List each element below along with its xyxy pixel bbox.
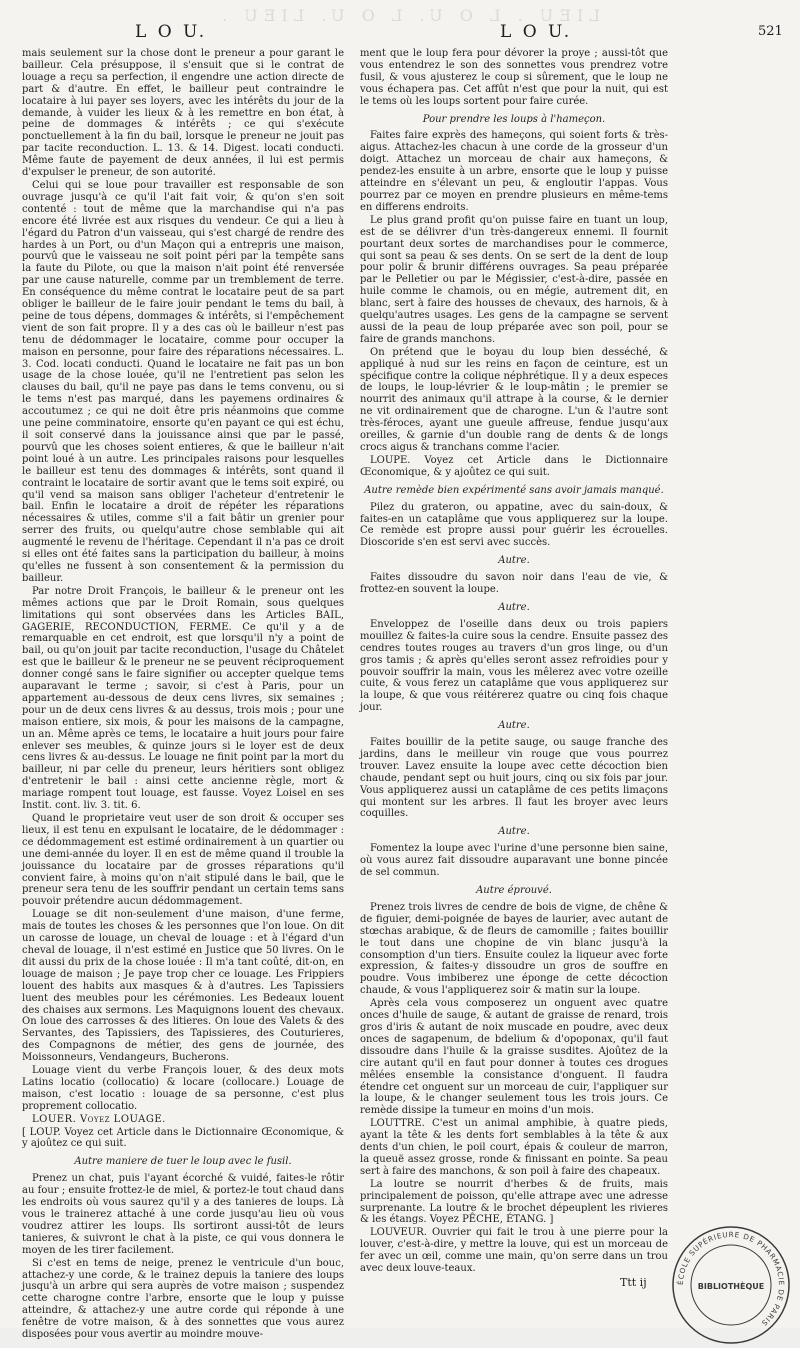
section-subheading: Autre éprouvé. xyxy=(476,885,552,896)
running-head-right: L O U. xyxy=(500,22,573,42)
stamp-ring-text: ÉCOLE SUPÉRIEURE DE PHARMACIE DE PARIS xyxy=(675,1229,787,1329)
paragraph: Faites dissoudre du savon noir dans l'eau de vie, & frottez-en souvent la loupe. xyxy=(360,572,668,596)
paragraph: Enveloppez de l'oseille dans deux ou trois papiers mouillez & faites-la cuire sous la cendre. Ensuite passez des cendres toutes rouges au travers d'un gros linge, ou d'un gros tamis ; & après qu'elles seront assez refroidies pour y pouvoir souffrir la main, vous les mêlerez avec votre ozeille cuite, & vous ferez un cataplâme que vous appliquerez sur la loupe, & que vous réitérerez quatre ou cinq fois chaque jour. xyxy=(360,618,668,714)
entry-paragraph: LOUVEUR. Ouvrier qui fait le trou à une pierre pour la louver, c'est-à-dire, y mettre la louve, qui est un morceau de fer avec un œil, comme une main, qu'on serre dans un trou avec deux louve-teaux. xyxy=(360,1227,668,1275)
signature-mark: Ttt ij xyxy=(620,1276,647,1289)
section-subheading: Autre remède bien expérimenté sans avoir jamais manqué. xyxy=(364,484,664,496)
bleed-through-text: LIEU . L O U. L O U. LIEU . xyxy=(216,6,600,25)
paragraph: Prenez un chat, puis l'ayant écorché & vuidé, faites-le rôtir au four ; ensuite frottez-le de miel, & portez-le tout chaud dans les endroits où vous saurez qu'il y a des tanieres de loups. Là vous le trainerez attaché à une corde jusqu'au lieu où vous voudrez attirer les loups. Ils sortiront aussi-tôt de leurs tanieres, & suivront le chat à la piste, ce qui vous donnera le moyen de les tirer facilement. xyxy=(22,1173,344,1256)
section-subheading: Autre maniere de tuer le loup avec le fusil. xyxy=(74,1156,292,1168)
paragraph: Le plus grand profit qu'on puisse faire en tuant un loup, est de se délivrer d'un très-dangereux ennemi. Il fournit pourtant deux sortes de marchandises pour le commerce, qui sont sa peau & ses dents. On se sert de la dent de loup pour polir & brunir différens ouvrages. Sa peau préparée par le Pelletier ou par le Mégissier, c'est-à-dire, passée en huile comme le chamois, ou en mégie, autrement dit, en blanc, sert à faire des housses de chevaux, des harnois, & à quelqu'autres usages. Les gens de la campagne se servent aussi de la peau de loup préparée avec son poil, pour se faire de grands manchons. xyxy=(360,214,668,345)
section-subheading: Autre. xyxy=(498,555,530,567)
section-subheading: Autre. xyxy=(498,826,530,838)
paragraph: La loutre se nourrit d'herbes & de fruits, mais principalement de poisson, qu'elle attrape avec une adresse surprenante. La loutre & le brochet dépeuplent les rivieres & les étangs. Voyez PÊCHE, ÉTANG. ] xyxy=(360,1178,668,1226)
right-column xyxy=(360,48,668,1276)
section-subheading: Autre. xyxy=(498,720,530,732)
page-number: 521 xyxy=(758,24,783,39)
paragraph: ment que le loup fera pour dévorer la proye ; aussi-tôt que vous entendrez le son des sonnettes vous prendrez votre fusil, & vous ajusterez le coup si sûrement, que le loup ne vous échapera pas. Cet affût n'est que pour la nuit, qui est le tems où les loups sortent pour faire curée. xyxy=(360,48,668,107)
paragraph: Faites faire exprès des hameçons, qui soient forts & très-aigus. Attachez-les chacun à une corde de la grosseur d'un doigt. Attachez un morceau de chair aux hameçons, & pendez-les ensuite à un arbre, ensorte que le loup y puisse atteindre en s'élevant un peu, & engloutir l'appas. Vous pourrez par ce moyen en prendre plusieurs en même-tems en differens endroits. xyxy=(360,130,668,213)
paragraph: mais seulement sur la chose dont le preneur a pour garant le bailleur. Cela présuppose, il s'ensuit que si le contrat de louage a reçu sa perfection, il engendre une action directe de part & d'autre. En effet, le bailleur peut contraindre le locataire à lui payer ses loyers, avec les intérêts du jour de la demande, à vuider les lieux & à les remettre en bon état, à peine de dommages & intérêts ; ce qui s'exécute ponctuellement à la fin du bail, lorsque le preneur ne jouit pas par tacite reconduction. L. 13. & 14. Digest. locati conducti. Même faute de payement de deux années, il lui est permis d'expulser le preneur, de son autorité. xyxy=(22,48,344,179)
entry-heading: LOUPE. Voyez cet Article dans le Dictionnaire Œconomique, & y ajoûtez ce qui suit. xyxy=(360,454,668,478)
left-column xyxy=(22,48,344,1342)
paragraph: Celui qui se loue pour travailler est responsable de son ouvrage jusqu'à ce qu'il l'ait fait voir, & qu'on s'en soit contenté : tout de même que la marchandise qui n'a pas encore été livrée est aux risques du vendeur. Ce qui a lieu à l'égard du Patron d'un vaisseau, qui s'est chargé de rendre des hardes à un Port, ou d'un Maçon qui a entrepris une maison, pourvû que le vaisseau ne soit point péri par la tempête sans la faute du Pilote, ou que la maison n'ait point été renversée par une cause naturelle, comme par un tremblement de terre. En conséquence du même contrat le locataire peut de sa part obliger le bailleur de le faire jouir pendant le tems du bail, à peine de tous dépens, dommages & intérêts, si l'empêchement vient de son fait propre. Il y a des cas où le bailleur n'est pas tenu de dédommager le locataire, comme pour occuper la maison en personne, pour faire des réparations nécessaires. L. 3. Cod. locati conducti. Quand le locataire ne fait pas un bon usage de la chose louée, qu'il ne l'entretient pas selon les clauses du bail, qu'il ne paye pas dans le tems convenu, ou si le tems n'est pas marqué, dans les payemens ordinaires & accoutumez ; ce qui ne doit être pris néanmoins que comme une peine comminatoire, ensorte qu'en payant ce qui est échu, il soit conservé dans la jouissance ainsi que par le passé, pourvû que les choses soient entieres, & que le bailleur n'ait point loué à un autre. Les principales raisons pour lesquelles le bailleur est tenu des dommages & intérêts, sont quand il contraint le locataire de sortir avant que le tems soit expiré, ou qu'il vend sa maison sans obliger l'acheteur d'entretenir le bail. Enfin le locataire a droit de répéter les réparations nécessaires & utiles, comme s'il a fait bâtir un grenier pour serrer des fruits, ou quelqu'autre chose semblable qui ait augmenté le revenu de l'héritage. Cependant il n'a pas ce droit si elles ont été faites sans la participation du bailleur, à moins qu'elles ne fussent à son consentement & la permission du bailleur. xyxy=(22,179,344,584)
paragraph: Prenez trois livres de cendre de bois de vigne, de chêne & de figuier, demi-poignée de bayes de laurier, avec autant de stœchas arabique, & de fleurs de camomille ; faites bouillir le tout dans une chopine de vin blanc jusqu'à la consomption d'un tiers. Ensuite coulez la liqueur avec forte expression, & faites-y dissoudre un gros de souffre en poudre. Vous imbiberez une éponge de cette décoction chaude, & vous l'appliquerez soir & matin sur la loupe. xyxy=(360,901,668,997)
paragraph: Louage vient du verbe François louer, & des deux mots Latins locatio (collocatio) & locare (collocare.) Louage de maison, c'est locatio : louage de sa personne, c'est plus proprement collocatio. xyxy=(22,1065,344,1112)
paragraph: Si c'est en tems de neige, prenez le ventricule d'un bouc, attachez-y une corde, & le trainez depuis la taniere des loups jusqu'à un arbre qui sera auprès de votre maison ; suspendez cette charogne contre l'arbre, ensorte que le loup y puisse atteindre, & attachez-y une autre corde qui réponde à une fenêtre de votre maison, & à des sonnettes que vous aurez disposées pour vous avertir au moindre mouve- xyxy=(22,1257,344,1341)
stamp-center-text: BIBLIOTHÈQUE xyxy=(697,1282,765,1291)
running-head-left: L O U. xyxy=(135,22,208,42)
entry-heading: LOUER. Voyez LOUAGE. xyxy=(32,1113,166,1125)
entry-heading: [ LOUP. Voyez cet Article dans le Dictionnaire Œconomique, & y ajoûtez ce qui suit. xyxy=(22,1126,344,1150)
library-stamp xyxy=(668,1222,794,1348)
paragraph: Louage se dit non-seulement d'une maison, d'une ferme, mais de toutes les choses & les personnes que l'on loue. On dit un carosse de louage, un cheval de louage : et à l'égard d'un cheval de louage, il n'est estimé en Justice que 50 livres. On le dit aussi du prix de la chose louée : Il m'a tant coûté, dit-on, en louage de maison ; Je paye trop cher ce louage. Les Frippiers louent des habits aux masques & à d'autres. Les Tapissiers luent des meubles pour les cérémonies. Les Bedeaux louent des chaises aux sermons. Les Maquignons louent des chevaux. On loue des carrosses & des litieres. On loue des Valets & des Servantes, des Tapissiers, des Tapissieres, des Couturieres, des Compagnons de métier, des gens de journée, des Moissonneurs, Vendangeurs, Bucherons. xyxy=(22,909,344,1064)
entry-paragraph: LOUTTRE. C'est un animal amphibie, à quatre pieds, ayant la tête & les dents fort semblables à la tête & aux dents d'un chien, le poil court, épais & couleur de marron, la queuë assez grosse, ronde & finissant en pointe. Sa peau sert à faire des manchons, & son poil à faire des chapeaux. xyxy=(360,1118,668,1177)
section-subheading: Pour prendre les loups à l'hameçon. xyxy=(422,113,606,125)
paragraph: Pilez du grateron, ou appatine, avec du sain-doux, & faites-en un cataplâme que vous appliquerez sur la loupe. Ce remède est propre aussi pour guérir les écrouelles. Dioscoride s'en est servi avec succès. xyxy=(360,501,668,549)
paragraph: On prétend que le boyau du loup bien desséché, & appliqué à nud sur les reins en façon de ceinture, est un spécifique contre la colique néphrétique. Il y a deux especes de loups, le loup-lévrier & le loup-mâtin ; le premier se nourrit des animaux qu'il attrape à la course, & le dernier ne vit ordinairement que de charogne. L'un & l'autre sont très-féroces, ayant une gueule affreuse, fendue jusqu'aux oreilles, & garnie d'un double rang de dents & de longs crocs aigus & tranchans comme l'acier. xyxy=(360,346,668,453)
paragraph: Par notre Droit François, le bailleur & le preneur ont les mêmes actions que par le Droit Romain, sous quelques limitations qui sont observées dans les Articles BAIL, GAGERIE, RECONDUCTION, FERME. Ce qu'il y a de remarquable en cet endroit, est que lorsqu'il n'y a point de bail, ou qu'on jouit par tacite reconduction, l'usage du Châtelet est que le bailleur & le preneur ne se peuvent réciproquement donner congé sans le faire signifier ou accepter quelque tems auparavant le terme ; savoir, si c'est à Paris, pour un appartement au-dessous de deux cens livres, six semaines ; pour un de deux cens livres & au dessus, trois mois ; pour une maison entiere, six mois, & pour les maisons de la campagne, un an. Même après ce tems, le locataire a huit jours pour faire enlever ses meubles, & quinze jours si le loyer est de deux cens livres & au-dessus. Le louage ne finit point par la mort du bailleur, ni par celle du preneur, leurs héritiers sont obligez d'entretenir le bail : ainsi cette ancienne règle, mort & mariage rompent tout louage, est fausse. Voyez Loisel en ses Instit. cont. liv. 3. tit. 6. xyxy=(22,585,344,812)
paragraph: Après cela vous composerez un onguent avec quatre onces d'huile de sauge, & autant de graisse de renard, trois gros d'iris & autant de noix muscade en poudre, avec deux onces de sagapenum, de bdelium & d'opoponax, qu'il faut dissoudre dans l'huile & la graisse susdites. Ajoûtez de la cire autant qu'il en faut pour donner à toutes ces drogues mêlées ensemble la consistance d'onguent. Il faudra étendre cet onguent sur un morceau de cuir, l'appliquer sur la loupe, & le changer seulement tous les trois jours. Ce remède dissipe la tumeur en moins d'un mois. xyxy=(360,998,668,1117)
paragraph: Faites bouillir de la petite sauge, ou sauge franche des jardins, dans le meilleur vin rouge que vous pourrez trouver. Lavez ensuite la loupe avec cette décoction bien chaude, pendant sept ou huit jours, cinq ou six fois par jour. Vous appliquerez aussi un cataplâme de ces petits limaçons qui montent sur les arbres. Il faut les broyer avec leurs coquilles. xyxy=(360,737,668,820)
section-subheading: Autre. xyxy=(498,601,530,613)
paragraph: Quand le proprietaire veut user de son droit & occuper ses lieux, il est tenu en expulsant le locataire, de le dédommager : ce dédommagement est estimé ordinairement à un quartier ou une demi-année du loyer. Il en est de même quand il trouble la jouissance du locataire par de grosses réparations qu'il convient faire, à moins qu'on n'ait stipulé dans le bail, que le preneur sera tenu de les souffrir pendant un certain tems sans pouvoir prétendre aucun dédommagement. xyxy=(22,813,344,908)
paragraph: Fomentez la loupe avec l'urine d'une personne bien saine, où vous aurez fait dissoudre auparavant une bonne pincée de sel commun. xyxy=(360,843,668,879)
